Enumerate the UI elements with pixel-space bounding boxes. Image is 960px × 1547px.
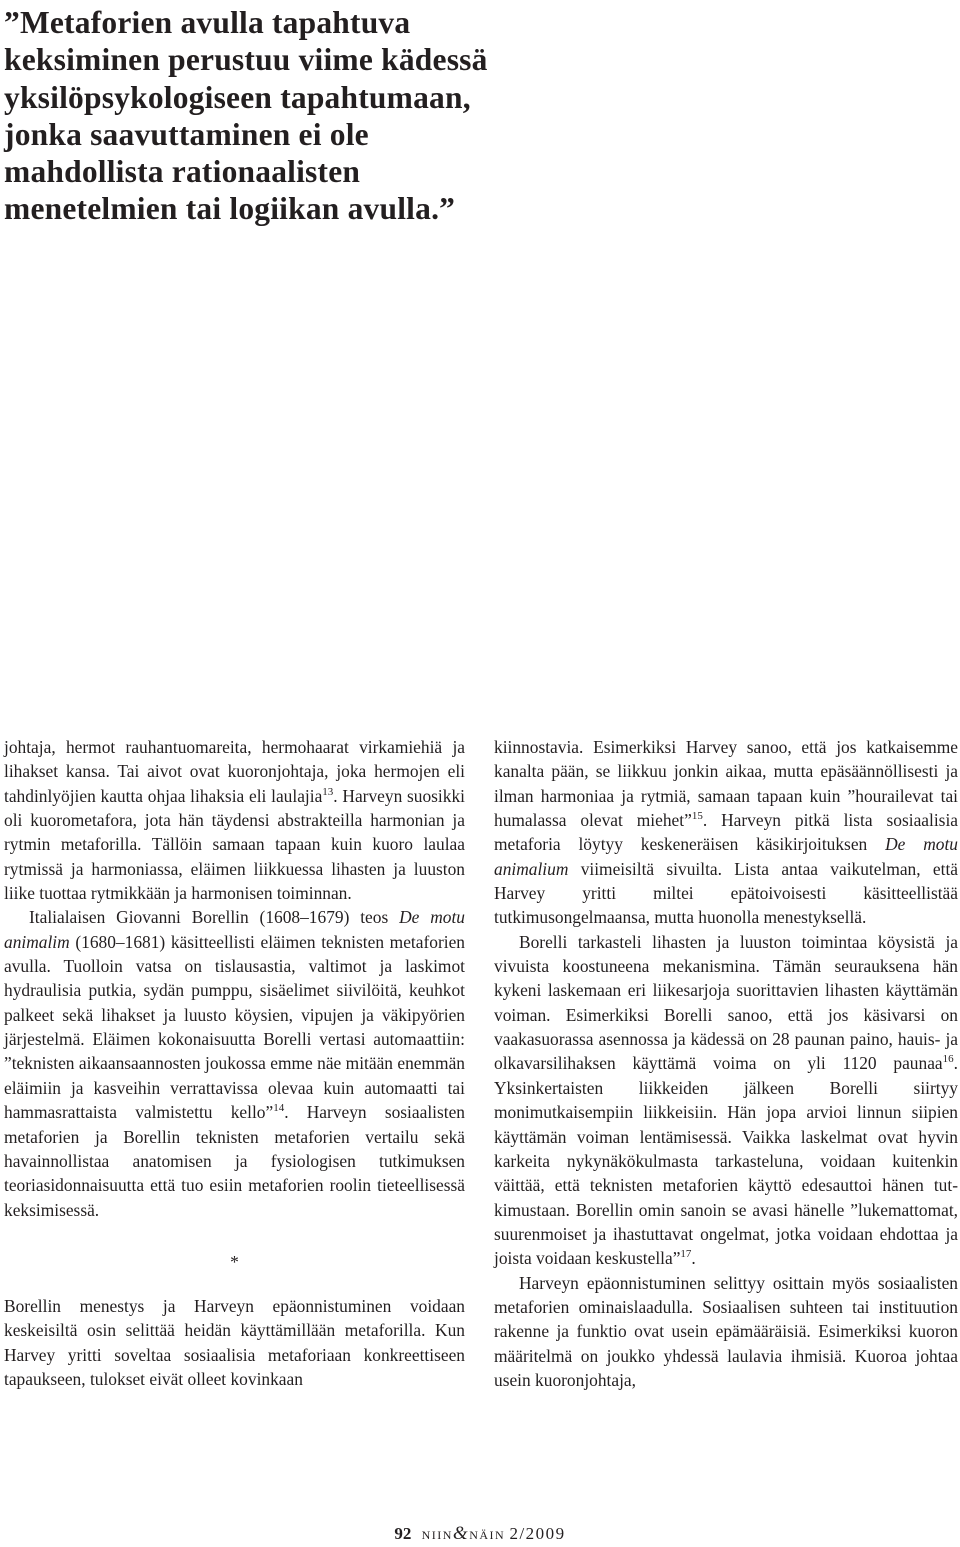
right-column	[494, 735, 958, 1392]
footnote-ref-17: 17	[680, 1248, 692, 1261]
left-column	[4, 735, 465, 1391]
text-span: . Yksinkertaisten liikkeiden jälkeen Borelli siirtyy monimutkaisempiin liikkeisiin. Hän jopa arvioi linnun siipien käyttämän voiman lentämisessä. Vaikka laskelmat ovat hyvin karkeita nykynäkökulmasta tarkasteluna, voidaan kuitenkin väittää, että teknisten metaforien käyttö edesauttoi hänen tutkimustaan. Borellin omin sanoin se avasi hänelle ”lukemattomat, suurenmoiset ja ihastuttavat ongelmat, jotka voidaan ehdottaa ja joista voidaan keskustella”	[494, 1053, 958, 1269]
text-span: (1680–1681) käsitteellisti eläimen teknisten metaforien avulla. Tuolloin vatsa on tislausastia, valtimot ja laskimot hydraulisia putkia, sydän pumppu, sisäelimet siivilöitä, keuhkot palkeet sekä lihakset ja luusto köysien, vipujen ja väkipyörien järjestelmä. Eläimen kokonaisuutta Borelli vertasi automaattiin: ”teknisten aikaansaannosten joukossa emme näe mitään enemmän eläimiin ja kasveihin verrattavissa olevaa kuin automaatti tai hammasrattaista valmistettu kello”	[4, 931, 465, 1123]
footnote-ref-13: 13	[322, 785, 334, 798]
footnote-ref-15: 15	[691, 810, 703, 823]
book-title: De motu animalim	[4, 907, 465, 952]
book-title: De motu animalium	[494, 834, 958, 879]
footnote-ref-14: 14	[273, 1102, 285, 1115]
right-paragraph-1	[494, 735, 958, 930]
text-span: johtaja, hermot rauhantuomareita, hermohaarat virkamiehiä ja lihakset kansa. Tai aivot ovat kuoronjohtaja, joka hermojen eli tahdinlyöjien kautta ohjaa lihaksia eli laulajia	[4, 737, 465, 806]
pull-quote: ”Metaforien avulla tapahtuva keksiminen perustuu viime kädessä yksilöpsykologiseen tapahtumaan, jonka saavuttaminen ei ole mahdollista rationaalisten menetelmien tai logiikan avulla.”	[4, 5, 488, 227]
journal-issue: 2/2009	[509, 1524, 566, 1543]
right-paragraph-2	[494, 930, 958, 1271]
journal-name-a: niin	[421, 1524, 453, 1543]
section-separator: *	[230, 1251, 239, 1272]
journal-name-b: näin	[469, 1524, 506, 1543]
left-paragraph-2	[4, 905, 465, 1221]
text-span: .	[691, 1248, 696, 1269]
text-span: viimeisiltä sivuilta. Lista antaa vaikutelman, että Harvey yritti miltei epätoivoisesti käsitteellistää tutkimusongelmaansa, mutta huonolla menestyksellä.	[494, 858, 958, 928]
right-paragraph-3: Harveyn epäonnistuminen selittyy osittain myös sosiaalisten metaforien ominaislaadulla. Sosiaalisen suhteen tai instituution rakenne ja funktio ovat usein epämääräisiä. Esimerkiksi kuoron määritelmä on joukko yhdessä laulavia ihmisiä. Kuoroa johtaa usein kuoronjohtaja,	[494, 1272, 958, 1390]
text-span: . Harveyn pitkä lista sosiaalisia metaforia löytyy keskeneräisen käsikirjoituksen	[494, 810, 958, 855]
page-number: 92	[394, 1524, 412, 1543]
text-span: . Harveyn suosikki oli kuorometafora, jota hän täydensi abstrakteilla harmonian ja rytmin metaforilla. Tällöin samaan tapaan kuin kuoro laulaa rytmissä ja harmoniassa, eläimen liikkuessa lihasten ja luuston liike tuottaa rytmikkään ja harmonisen toiminnan.	[4, 785, 465, 904]
text-span: Borelli tarkasteli lihasten ja luuston toimintaa köysistä ja vivuista koostuneena mekanismina. Tämän seurauksena hän kykeni laskemaan eri liikesarjoja suorittavien lihasten käyttämän voiman. Esimerkiksi Borelli sanoo, että jos käsivarsi on vaakasuorassa asennossa ja kädessä on 28 paunan paino, hauis- ja olkavarsilihaksen käyttämä voima on yli 1120 paunaa	[494, 931, 958, 1074]
text-span: kiinnostavia. Esimerkiksi Harvey sanoo, että jos katkaisemme kanalta pään, se liikkuu jonkin aikaa, mutta epäsäännöllisesti ja ilman harmoniaa ja rytmiä, samaan tapaan kuin ”hourailevat tai humalassa olevat miehet”	[494, 737, 958, 831]
text-span: . Harveyn sosiaalisten metaforien ja Borellin teknisten metaforien vertailu sekä havainnollistaa anatomisen ja fysiologisen tutkimuksen teoriasidonnaisuutta että tuo esiin metaforien roolin tieteellisessä keksimisessä.	[4, 1102, 465, 1220]
journal-ampersand: &	[452, 1523, 470, 1544]
page-footer	[0, 1524, 960, 1544]
left-paragraph-1	[4, 735, 465, 905]
left-paragraph-3: Borellin menestys ja Harveyn epäonnistuminen voidaan keskeisiltä osin selittää heidän käyttämillään metaforilla. Kun Harvey yritti soveltaa sosiaalisia metaforiaan konkreettiseen tapaukseen, tulokset eivät olleet kovinkaan	[4, 1295, 465, 1389]
journal-name	[422, 1524, 506, 1543]
footnote-ref-16: 16	[942, 1053, 954, 1066]
text-span: Italialaisen Giovanni Borellin (1608–1679) teos	[29, 907, 400, 928]
